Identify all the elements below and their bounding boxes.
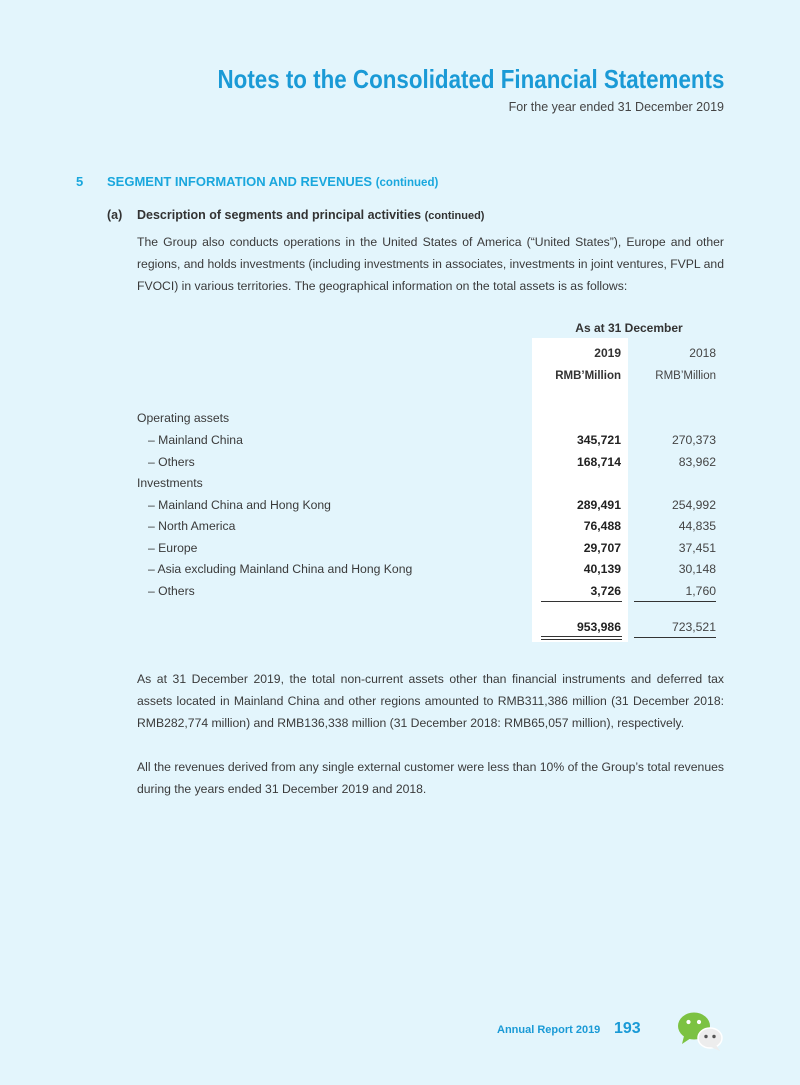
row-label: – Others bbox=[148, 455, 195, 469]
value-2019: 345,721 bbox=[576, 433, 621, 447]
total-2018: 723,521 bbox=[671, 620, 716, 634]
section-number: 5 bbox=[76, 174, 84, 189]
table-row bbox=[0, 498, 800, 520]
value-2018: 30,148 bbox=[678, 562, 716, 576]
column-year-2019: 2019 bbox=[594, 346, 621, 360]
non-current-assets-paragraph: As at 31 December 2019, the total non-current assets other than financial instruments and deferred tax assets located in Mainland China and other regions amounted to RMB311,386 million (31 December 2018: RMB282,774 million) and RMB136,338 million (31 December 2018: RMB65,057 million), respectively. bbox=[137, 672, 724, 730]
section-title bbox=[107, 174, 438, 189]
value-2018: 37,451 bbox=[678, 541, 716, 555]
intro-paragraph: The Group also conducts operations in the United States of America (“United States”), Europe and other regions, and holds investments (including investments in associates, investments in joint ventures, FVPL and FVOCI) in various territories. The geographical information on the total assets is as follows: bbox=[137, 235, 724, 293]
total-2019: 953,986 bbox=[576, 620, 621, 634]
column-unit-2018: RMB’Million bbox=[655, 370, 716, 382]
subsection-continued: (continued) bbox=[424, 210, 485, 222]
value-2019: 289,491 bbox=[576, 498, 621, 512]
value-2019: 3,726 bbox=[590, 584, 621, 598]
total-double-rule-2019-top bbox=[541, 636, 622, 637]
total-double-rule-2019-bottom bbox=[541, 639, 622, 640]
wechat-logo-icon bbox=[676, 1009, 724, 1053]
value-2018: 270,373 bbox=[671, 433, 716, 447]
value-2018: 254,992 bbox=[671, 498, 716, 512]
section-title-text: SEGMENT INFORMATION AND REVENUES bbox=[107, 174, 373, 189]
value-2019: 76,488 bbox=[583, 519, 621, 533]
page-number: 193 bbox=[614, 1020, 641, 1037]
subsection-title-text: Description of segments and principal activities bbox=[137, 208, 422, 222]
value-2019: 40,139 bbox=[583, 562, 621, 576]
column-unit-2019: RMB’Million bbox=[555, 370, 621, 382]
table-row bbox=[0, 433, 800, 455]
table-row bbox=[0, 584, 800, 606]
row-label: – Mainland China and Hong Kong bbox=[148, 498, 331, 512]
value-2019: 168,714 bbox=[576, 455, 621, 469]
table-group-header: As at 31 December bbox=[575, 321, 683, 335]
table-row bbox=[0, 476, 800, 498]
subtotal-rule-2019 bbox=[541, 601, 622, 602]
subtotal-rule-2018 bbox=[634, 601, 716, 602]
row-label: Investments bbox=[137, 476, 203, 490]
subsection-title bbox=[137, 208, 484, 222]
row-label: – North America bbox=[148, 519, 236, 533]
value-2018: 83,962 bbox=[678, 455, 716, 469]
value-2019: 29,707 bbox=[583, 541, 621, 555]
row-label: Operating assets bbox=[137, 411, 230, 425]
table-row bbox=[0, 455, 800, 477]
page-subtitle: For the year ended 31 December 2019 bbox=[508, 100, 724, 114]
annual-report-label: Annual Report 2019 bbox=[497, 1024, 601, 1036]
total-rule-2018 bbox=[634, 637, 716, 638]
row-label: – Mainland China bbox=[148, 433, 243, 447]
value-2018: 1,760 bbox=[685, 584, 716, 598]
row-label: – Europe bbox=[148, 541, 198, 555]
table-row bbox=[0, 411, 800, 433]
row-label: – Others bbox=[148, 584, 195, 598]
table-row bbox=[0, 541, 800, 563]
row-label: – Asia excluding Mainland China and Hong Kong bbox=[148, 562, 413, 576]
revenue-concentration-paragraph: All the revenues derived from any single external customer were less than 10% of the Group’s total revenues during the years ended 31 December 2019 and 2018. bbox=[137, 760, 724, 796]
subsection-number: (a) bbox=[107, 208, 123, 222]
table-row bbox=[0, 519, 800, 541]
value-2018: 44,835 bbox=[678, 519, 716, 533]
page-title: Notes to the Consolidated Financial Statements bbox=[217, 64, 724, 94]
section-continued: (continued) bbox=[375, 177, 439, 189]
table-total-row bbox=[0, 620, 800, 642]
table-row bbox=[0, 562, 800, 584]
column-year-2018: 2018 bbox=[689, 346, 716, 360]
